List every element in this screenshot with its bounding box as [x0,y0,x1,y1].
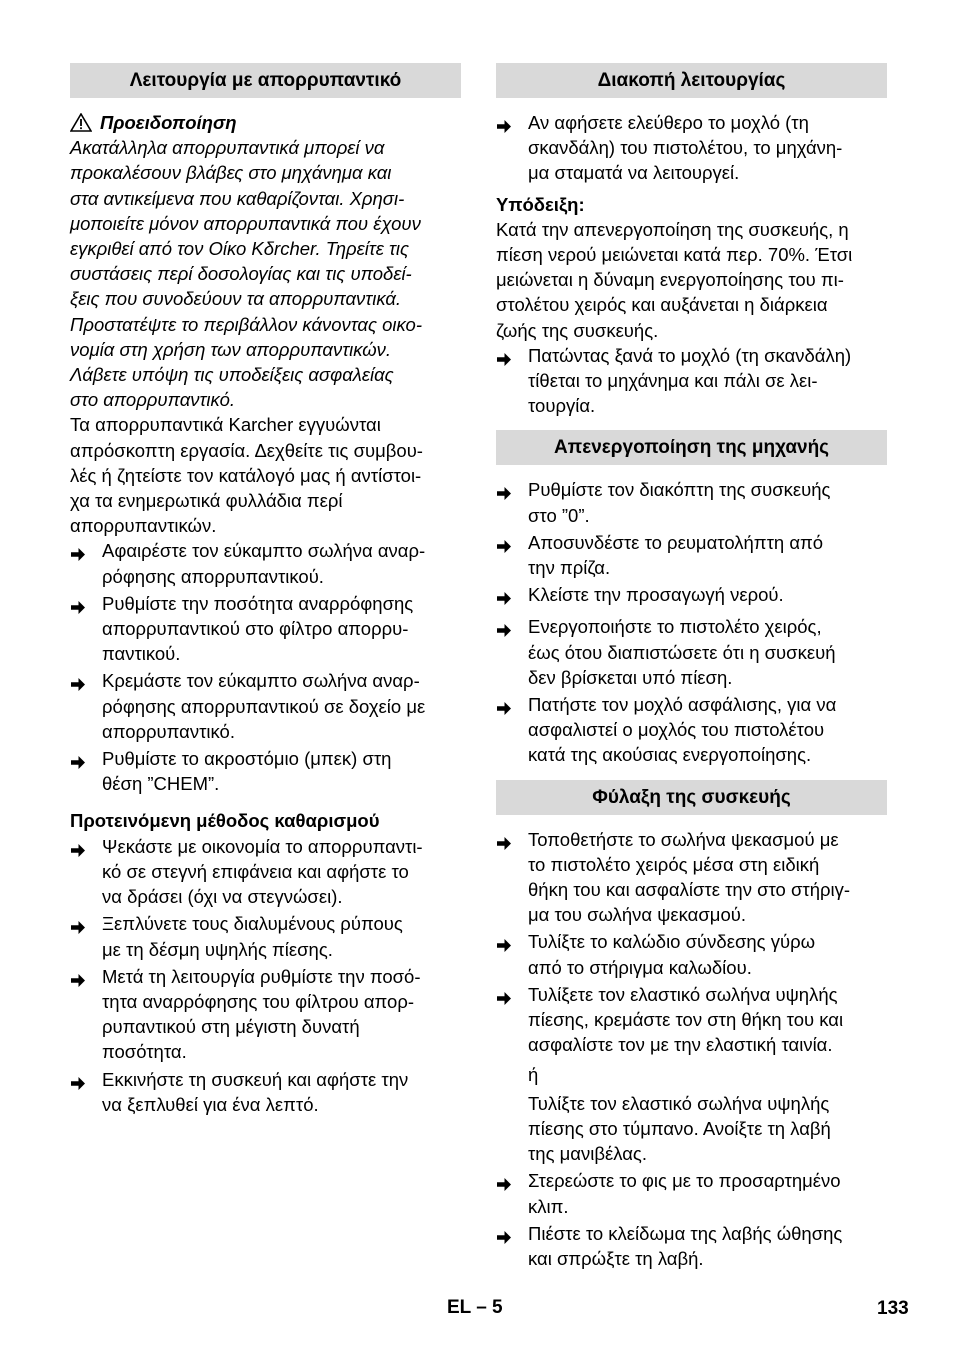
warning-text [70,135,461,412]
text-line: Ρυθμίστε την ποσότητα αναρρόφησης [102,592,414,614]
text-line: πίεση νερού μειώνεται κατά περ. 70%. Έτσι [496,244,853,266]
text-line: ρυπαντικού στη μέγιστη δυνατή [102,1016,360,1038]
list-item-text [102,591,461,667]
arrow-right-icon [70,547,86,562]
text-line: εγκριθεί από τον Οίκο Kδrcher. Τηρείτε τις [70,238,410,260]
body-text [70,412,461,538]
text-line: κό σε στεγνή επιφάνεια και αφήστε το [102,860,409,882]
bullet-arrow [496,530,528,580]
bullet-list-detergent [70,538,461,796]
bullet-arrow [70,746,102,796]
text-line: ζωής της συσκευής. [496,319,659,341]
list-item [70,668,461,744]
bullet-arrow [496,110,528,186]
note-title: Υπόδειξη: [496,193,585,215]
list-item-text [528,1168,887,1218]
bullet-arrow [496,477,528,527]
arrow-right-icon [496,938,512,953]
text-line: απορρυπαντικών. [70,515,217,537]
text-line: Τυλίξετε τον ελαστικό σωλήνα υψηλής [528,983,838,1005]
list-item [496,827,887,928]
list-item [70,591,461,667]
text-line: Λάβετε υπόψη τις υποδείξεις ασφαλείας [70,364,394,386]
text-line: Τυλίξτε τον ελαστικό σωλήνα υψηλής [528,1092,830,1114]
section-heading-storage: Φύλαξη της συσκευής [496,780,887,815]
section-heading-detergent-operation: Λειτουργία με απορρυπαντικό [70,63,461,98]
list-item-text [102,911,461,961]
text-line: Πιέστε το κλείδωμα της λαβής ώθησης [528,1222,843,1244]
text-line: Κατά την απενεργοποίηση της συσκευής, η [496,218,849,240]
section-heading-stop-operation: Διακοπή λειτουργίας [496,63,887,98]
text-line: Ρυθμίστε το ακροστόμιο (μπεκ) στη [102,748,392,770]
list-item-text [102,668,461,744]
bullet-arrow [70,1067,102,1117]
bullet-arrow [496,827,528,928]
bullet-list-stop [496,110,887,186]
list-item [496,477,887,527]
text-line: χα τα ενημερωτικά φυλλάδια περί [70,490,343,512]
bullet-arrow [70,964,102,1065]
bullet-list-cleaning [70,834,461,1117]
list-item-text [528,1221,887,1271]
arrow-right-icon [70,755,86,770]
text-line: την πρίζα. [528,557,611,579]
text-line: Ενεργοποιήστε το πιστολέτο χειρός, [528,616,822,638]
text-line: πίεσης, κρεμάστε τον στη θήκη του και [528,1009,844,1031]
text-line: ποσότητα. [102,1041,187,1063]
bullet-arrow [70,591,102,667]
text-line: κλιπ. [528,1195,569,1217]
text-line: Προστατέψτε το περιβάλλον κάνοντας οικο- [70,313,422,335]
list-item-text [102,834,461,910]
bullet-arrow [496,614,528,690]
text-line: θέση ”CHEM”. [102,773,220,795]
arrow-right-icon [70,1076,86,1091]
list-item-text [528,982,887,1058]
list-item-text [102,964,461,1065]
list-item-text [528,110,887,186]
text-line: να ξεπλυθεί για ένα λεπτό. [102,1093,319,1115]
arrow-right-icon [70,600,86,615]
alternative-text [496,1091,887,1167]
arrow-right-icon [496,623,512,638]
arrow-right-icon [70,973,86,988]
list-item-text [102,746,461,796]
list-item [70,538,461,588]
bullet-arrow [70,668,102,744]
list-item [496,582,887,612]
text-line: στα αντικείμενα που καθαρίζονται. Χρησι- [70,187,405,209]
list-item-text [528,582,887,612]
text-line: ασφαλίστε τον με την ελαστική ταινία. [528,1034,833,1056]
text-line: Τυλίξτε το καλώδιο σύνδεσης γύρω [528,931,816,953]
text-line: Αν αφήσετε ελεύθερο το μοχλό (τη [528,112,809,133]
bullet-arrow [70,834,102,910]
left-column [70,63,461,1119]
arrow-right-icon [496,591,512,606]
text-line: Ψεκάστε με οικονομία το απορρυπαντι- [102,835,423,857]
text-line: Κλείστε την προσαγωγή νερού. [528,584,784,606]
bullet-arrow [496,982,528,1058]
text-line: στο απορρυπαντικό. [70,389,235,411]
list-item-text [528,477,887,527]
arrow-right-icon [496,701,512,716]
list-item [70,746,461,796]
arrow-right-icon [496,119,512,134]
subheading-cleaning-method: Προτεινόμενη μέθοδος καθαρισμού [70,810,380,832]
text-line: έως ότου διαπιστώσετε ότι η συσκευή [528,641,836,663]
text-line: στο ”0”. [528,504,590,526]
arrow-right-icon [496,352,512,367]
text-line: πίεσης στο τύμπανο. Ανοίξτε τη λαβή [528,1117,831,1139]
list-item-text [528,530,887,580]
arrow-right-icon [496,1177,512,1192]
text-line: ρόφησης απορρυπαντικού σε δοχείο με [102,695,426,717]
list-item [70,911,461,961]
text-line: Εκκινήστε τη συσκευή και αφήστε την [102,1068,409,1090]
arrow-right-icon [496,486,512,501]
text-line: μα του σωλήνα ψεκασμού. [528,904,746,926]
list-item [496,1168,887,1218]
text-line: θήκη του και ασφαλίστε την στο στήριγ- [528,879,851,901]
right-column [496,63,887,1273]
list-item [70,834,461,910]
text-line: της μανιβέλας. [528,1143,647,1165]
list-item [496,343,887,419]
footer-page-number: 133 [877,1298,909,1319]
arrow-right-icon [496,991,512,1006]
text-line: κατά της ακούσιας ενεργοποίησης. [528,744,812,766]
text-line: τίθεται το μηχάνημα και πάλι σε λει- [528,370,818,392]
arrow-right-icon [70,843,86,858]
text-line: μειώνεται η δύναμη ενεργοποίησης του πι- [496,269,844,291]
text-line: στολέτου χειρός και αυξάνεται η διάρκεια [496,294,828,316]
list-item-text [528,614,887,690]
text-line: Κρεμάστε τον εύκαμπτο σωλήνα αναρ- [102,670,420,692]
list-item [496,530,887,580]
text-line: νομία στη χρήση των απορρυπαντικών. [70,338,392,360]
list-item-text [102,1067,461,1117]
text-line: Πατώντας ξανά το μοχλό (τη σκανδάλη) [528,344,852,366]
arrow-right-icon [70,677,86,692]
text-line: απορρυπαντικό. [102,720,235,742]
list-item [70,964,461,1065]
text-line: Ακατάλληλα απορρυπαντικά μπορεί να [70,137,385,159]
bullet-list-shutdown [496,477,887,767]
text-line: μοποιείτε μόνον απορρυπαντικά που έχουν [70,212,421,234]
list-item [496,614,887,690]
section-heading-shutdown: Απενεργοποίηση της μηχανής [496,430,887,465]
text-line: ξεις που συνοδεύουν τα απορρυπαντικά. [70,288,402,310]
text-line: με τη δέσμη υψηλής πίεσης. [102,938,333,960]
arrow-right-icon [70,920,86,935]
bullet-list-restart [496,343,887,419]
text-line: Ξεπλύνετε τους διαλυμένους ρύπους [102,913,403,935]
text-line: να δράσει (όχι να στεγνώσει). [102,886,343,908]
text-line: δεν βρίσκεται υπό πίεση. [528,666,733,688]
list-item-text [102,538,461,588]
bullet-arrow [496,1221,528,1271]
text-line: λές ή ζητείστε τον κατάλογό μας ή αντίστοι- [70,464,422,486]
text-line: ασφαλιστεί ο μοχλός του πιστολέτου [528,719,825,741]
text-line: συστάσεις περί δοσολογίας και τις υποδεί- [70,263,412,285]
bullet-list-storage [496,827,887,1058]
bullet-arrow [496,929,528,979]
text-line: Στερεώστε το φις με το προσαρτημένο [528,1170,841,1192]
list-item [70,1067,461,1117]
text-line: Αποσυνδέστε το ρευματολήπτη από [528,531,824,553]
bullet-arrow [496,343,528,419]
warning-triangle-icon [70,113,92,132]
list-item-text [528,827,887,928]
text-line: από το στήριγμα καλωδίου. [528,956,752,978]
text-line: προκαλέσουν βλάβες στο μηχάνημα και [70,162,392,184]
list-item [496,929,887,979]
list-item-text [528,343,887,419]
text-line: Τα απορρυπαντικά Karcher εγγυώνται [70,414,381,436]
text-line: Πατήστε τον μοχλό ασφάλισης, για να [528,694,837,716]
arrow-right-icon [496,836,512,851]
list-item [496,982,887,1058]
text-line: και σπρώξτε τη λαβή. [528,1247,704,1269]
text-line: μα σταματά να λειτουργεί. [528,162,740,184]
text-line: Ρυθμίστε τον διακόπτη της συσκευής [528,479,831,501]
list-item-text [528,692,887,768]
text-line: Μετά τη λειτουργία ρυθμίστε την ποσό- [102,965,421,987]
arrow-right-icon [496,539,512,554]
text-line: Αφαιρέστε τον εύκαμπτο σωλήνα αναρ- [102,540,426,562]
list-item [496,1221,887,1271]
bullet-arrow [496,582,528,612]
bullet-arrow [70,911,102,961]
note-text [496,217,887,343]
text-line: τουργία. [528,395,596,417]
bullet-arrow [496,692,528,768]
text-line: Τοποθετήστε το σωλήνα ψεκασμού με [528,828,839,850]
footer-language-code: EL – 5 [447,1297,503,1318]
arrow-right-icon [496,1230,512,1245]
text-line: παντικού. [102,643,181,665]
text-line: τητα αναρρόφησης του φίλτρου απορ- [102,990,414,1012]
warning-title: Προειδοποίηση [70,110,461,135]
list-item [496,692,887,768]
text-line: σκανδάλη) του πιστολέτου, το μηχάνη- [528,137,843,159]
text-line: απορρυπαντικού στο φίλτρο απορρυ- [102,618,409,640]
list-item-text [528,929,887,979]
bullet-arrow [496,1168,528,1218]
text-line: το πιστολέτο χειρός μέσα στη ειδική [528,853,820,875]
or-text: ή [528,1063,539,1085]
text-line: ρόφησης απορρυπαντικού. [102,565,324,587]
list-item [496,110,887,186]
text-line: απρόσκοπτη εργασία. Δεχθείτε τις συμβου- [70,439,423,461]
bullet-arrow [70,538,102,588]
bullet-list-storage-2 [496,1168,887,1271]
